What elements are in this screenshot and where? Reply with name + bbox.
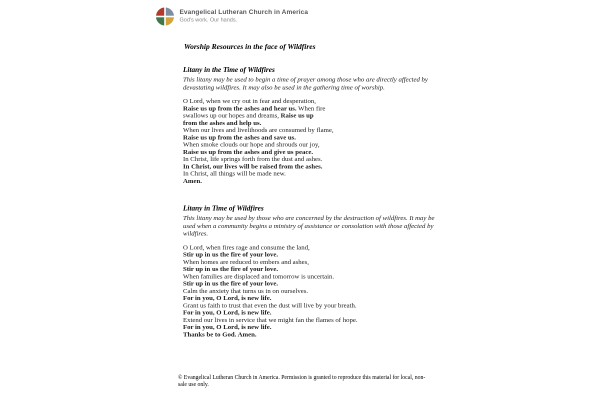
litany-line: Stir up in us the fire of your love. (183, 250, 279, 258)
org-name: Evangelical Lutheran Church in America (179, 8, 309, 16)
org-tagline: God's work. Our hands. (179, 17, 238, 23)
litany-line: Raise us up from the ashes and hear us. When fire (183, 104, 326, 112)
section-description: This litany may be used to begin a time of prayer among those who are directly affected by devastating wildfires. It may also be used in the gathering time of worship. (183, 75, 428, 91)
section-heading: Litany in the Time of Wildfires (183, 66, 275, 74)
litany-line: Amen. (183, 176, 202, 185)
litany-section (183, 66, 438, 185)
litany-line: Calm the anxiety that turns us in on ourselves. (183, 286, 309, 295)
org-text (180, 7, 309, 24)
litany-line: In Christ, life springs forth from the dust and ashes. (183, 155, 323, 163)
elca-logo-icon (155, 7, 175, 27)
litany-line: Grant us faith to trust that even the dust will live by your breath. (183, 301, 357, 309)
litany-line: When smoke clouds our hope and shrouds our joy, (183, 140, 320, 148)
litany-line: from the ashes and help us. (183, 118, 262, 127)
litany-line: For in you, O Lord, is new life. (183, 323, 272, 331)
litany-sections (183, 66, 438, 338)
litany-line: In Christ, all things will be made new. (183, 169, 286, 177)
page-title: Worship Resources in the face of Wildfires (184, 43, 316, 51)
litany-line: Stir up in us the fire of your love. (183, 265, 279, 273)
litany-line: For in you, O Lord, is new life. (183, 308, 272, 316)
litany-line: O Lord, when fires rage and consume the land, (183, 243, 310, 251)
org-header (155, 7, 308, 27)
litany-line: Raise us up from the ashes and give us peace. (183, 147, 314, 156)
litany-line: In Christ, our lives will be raised from the ashes. (183, 162, 323, 170)
copyright-footer: © Evangelical Lutheran Church in America. Permission is granted to reproduce this material for local, non-sale use only. (178, 374, 426, 388)
litany-line: O Lord, when we cry out in fear and desperation, (183, 97, 316, 105)
litany-line: For in you, O Lord, is new life. (183, 294, 272, 302)
litany-line: When homes are reduced to embers and ashes, (183, 257, 309, 266)
litany-lines (183, 98, 438, 185)
litany-line: Raise us up from the ashes and save us. (183, 133, 296, 141)
litany-line: Thanks be to God. Amen. (183, 330, 257, 338)
litany-line: When our lives and livelihoods are consumed by flame, (183, 126, 334, 134)
litany-lines (183, 244, 438, 338)
litany-line: Stir up in us the fire of your love. (183, 279, 279, 287)
litany-line: When families are displaced and tomorrow is uncertain. (183, 272, 335, 280)
litany-section (183, 205, 438, 339)
section-heading: Litany in Time of Wildfires (183, 204, 264, 213)
litany-line: swallows up our hopes and dreams, Raise us up (183, 111, 314, 119)
section-description: This litany may be used by those who are concerned by the destruction of wildfires. It may be used when a community begins a ministry of assistance or consolation with those affected by wildfires. (183, 214, 435, 237)
litany-line: Extend our lives in service that we might fan the flames of hope. (183, 315, 358, 324)
